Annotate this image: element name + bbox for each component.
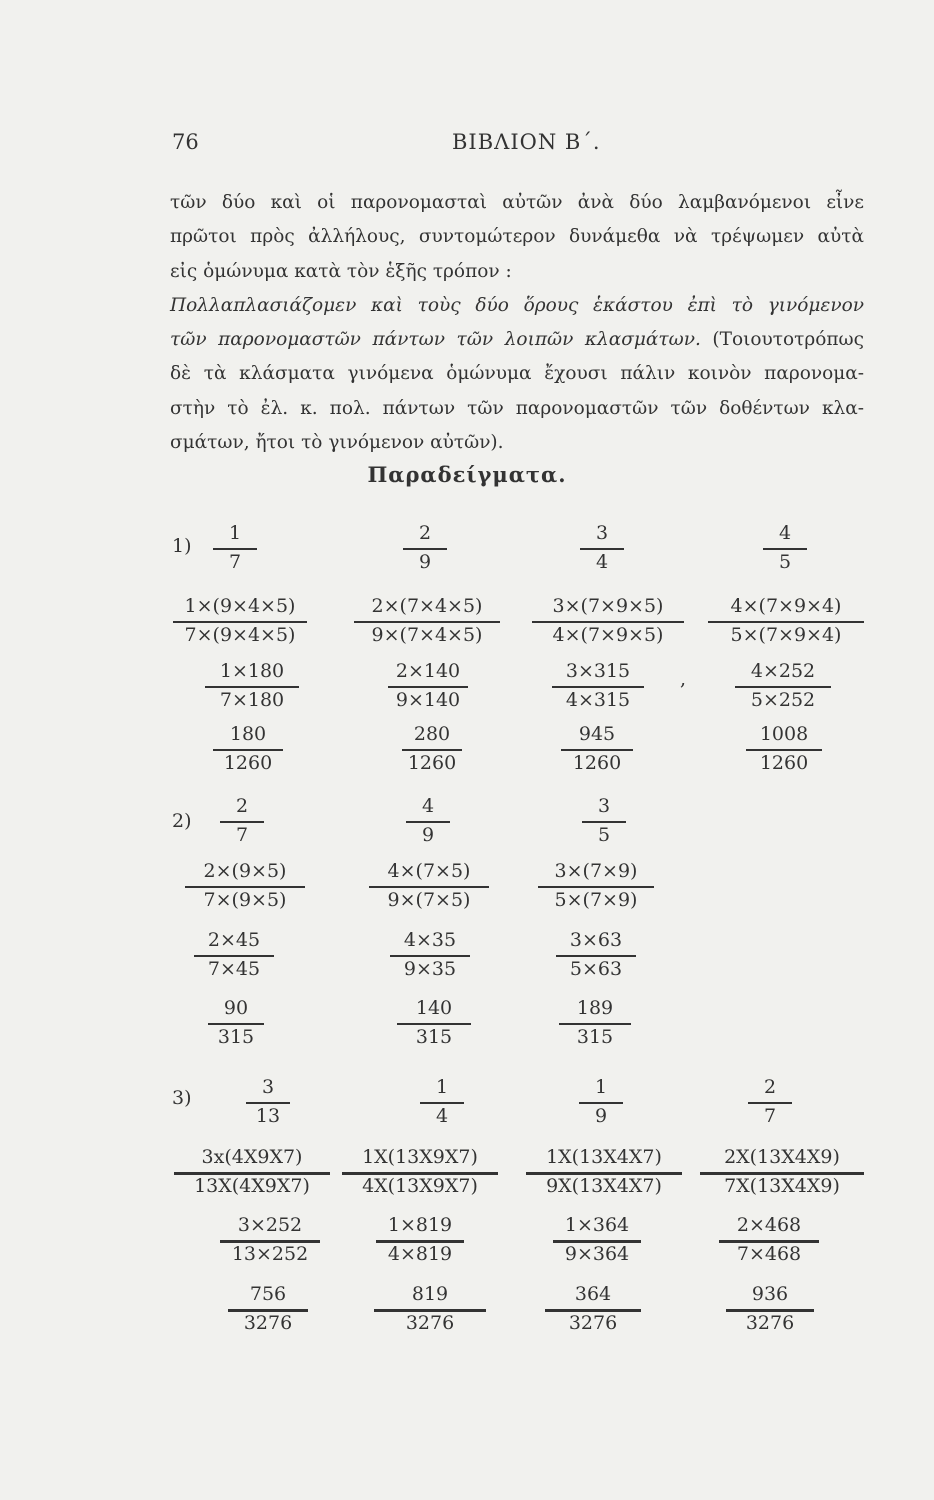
page-header (172, 130, 862, 162)
example-label: 2) (172, 810, 192, 832)
book-page: 76 ΒΙΒΛΙΟΝ Β΄. τῶν δύο καὶ οἱ παρονομασταὶ αὐτῶν ἀνὰ δύο λαμβανόμενοι εἶνε πρῶτοι πρὸς ἀλλήλους, συντομώτερον δυνάμεθα νὰ τρέψωμεν αὐτὰ εἰς ὁμώνυμα κατὰ τὸν ἑξῆς τρόπον : Πολλαπλασιάζομεν καὶ τοὺς δύο ὅρους ἑκάστου ἐπὶ τὸ γινόμενον τῶν παρονομαστῶν πάντων τῶν λοιπῶν κλασμάτων. (Τοιουτοτρόπως δὲ τὰ κλάσματα γινόμενα ὁμώνυμα ἔχουσι πάλιν κοινὸν παρονομα- στὴν τὸ ἐλ. κ. πολ. πάντων τῶν παρονομαστῶν τῶν δοθέντων κλα- σμάτων, ἤτοι τὸ γινόμενον αὐτῶν). Παραδείγματα. 1) 1 7 2 9 3 4 4 5 1×(9×4×5) 7×(9×4×5) 2×(7×4×5) 9×(7×4×5) 3×(7×9×5) 4×(7×9×5) 4×(7×9×4) 5×(7×9×4) 1×180 7×180 2×140 9×140 3×315 4×315 , 4×252 5×252 180 1260 280 1260 945 1260 1008 1260 2) 2 7 4 9 3 5 2×(9×5) 7×(9×5) 4×(7×5) 9×(7×5) 3×(7×9) 5×(7×9) 2×45 7×45 4×35 9×35 3×63 5×63 90 315 140 315 189 315 3) 3 13 1 4 1 9 2 7 3x(4X9X7) 13X(4X9X7) 1X(13X9X7) 4X(13X9X7) 1X(13X4X7) 9X(13X4X7) 2X(13X4X9) 7X(13X4X9) 3×252 13×252 1×819 4×819 1×364 9×364 2×468 7×468 756 3276 819 3276 364 3276 936 3276 (0, 0, 934, 1500)
comma-separator: , (680, 668, 687, 690)
page-number: 76 (172, 130, 199, 154)
text-line: πρῶτοι πρὸς ἀλλήλους, συντομώτερον δυνάμεθα νὰ τρέψωμεν αὐτὰ (170, 226, 864, 248)
example-label: 1) (172, 535, 192, 557)
text-line: εἰς ὁμώνυμα κατὰ τὸν ἑξῆς τρόπον : (170, 260, 512, 282)
text-line: δὲ τὰ κλάσματα γινόμενα ὁμώνυμα ἔχουσι πάλιν κοινὸν παρονομα- (170, 363, 864, 385)
running-title: ΒΙΒΛΙΟΝ Β΄. (452, 130, 601, 154)
text-line: τῶν δύο καὶ οἱ παρονομασταὶ αὐτῶν ἀνὰ δύο λαμβανόμενοι εἶνε (170, 192, 864, 213)
example-label: 3) (172, 1087, 192, 1109)
text-line: στὴν τὸ ἐλ. κ. πολ. πάντων τῶν παρονομαστῶν τῶν δοθέντων κλα- (170, 397, 864, 419)
text-line: σμάτων, ἤτοι τὸ γινόμενον αὐτῶν). (170, 432, 504, 454)
rule-text-line: τῶν παρονομαστῶν πάντων τῶν λοιπῶν κλασμάτων. (170, 329, 701, 351)
text-line-mixed (170, 323, 864, 357)
examples-heading: Παραδείγματα. (367, 462, 567, 487)
text-line: (Τοιουτοτρόπως (700, 329, 864, 351)
body-paragraph (170, 186, 864, 460)
rule-text-line: Πολλαπλασιάζομεν καὶ τοὺς δύο ὅρους ἑκάστου ἐπὶ τὸ γινόμενον (170, 294, 864, 316)
